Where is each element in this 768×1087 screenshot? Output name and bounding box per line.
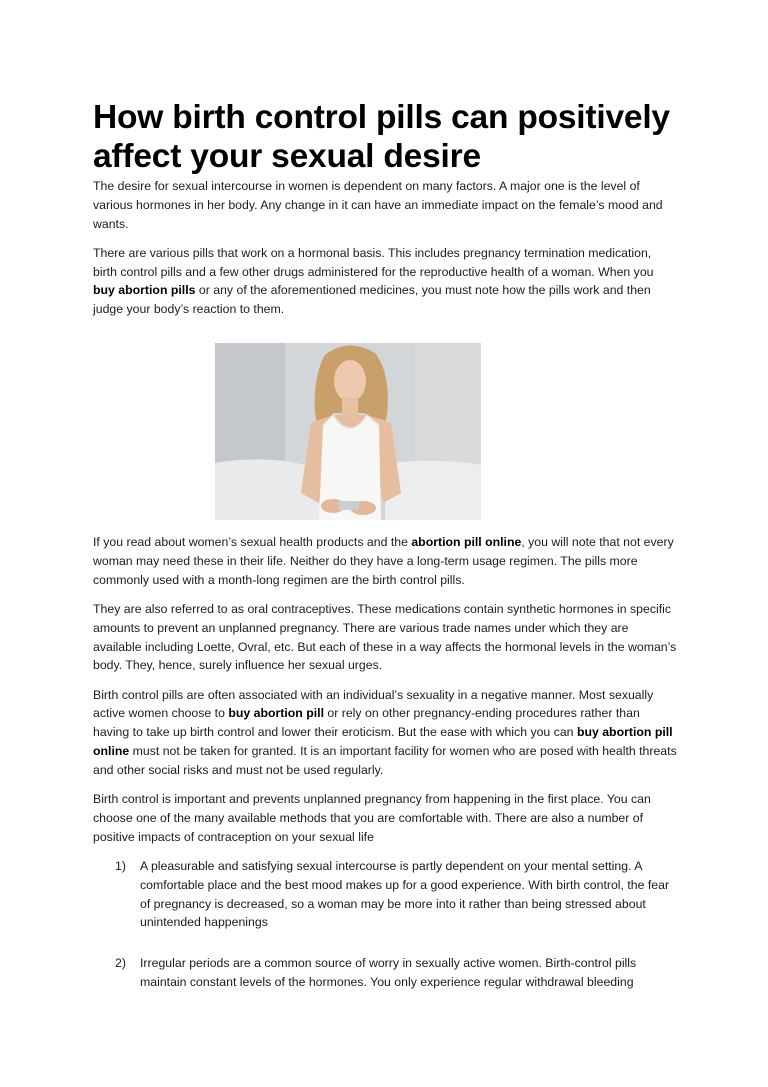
paragraph-text: If you read about women’s sexual health products and the — [93, 535, 412, 550]
paragraph-text: or any of the aforementioned medicines, you must note how the pills work and then judge your body’s reaction to them. — [93, 283, 651, 317]
paragraph-text: , you will note that not every woman may need these in their life. Neither do they have a long-term usage regimen. The pills more commonly used with a month-long regimen are the birth control pills. — [93, 535, 674, 587]
paragraph-hormonal-pills — [93, 244, 678, 319]
paragraph-birth-control-importance: Birth control is important and prevents unplanned pregnancy from happening in the first place. You can choose one of the many available methods that you are comfortable with. There are also a number of positive impacts of contraception on your sexual life — [93, 792, 651, 844]
list-text: Irregular periods are a common source of worry in sexually active women. Birth-control pills maintain constant levels of the hormones. You only experience regular withdrawal bleeding — [140, 956, 637, 990]
keyword-abortion-pill-online: abortion pill online — [411, 535, 522, 550]
paragraph-text: There are various pills that work on a hormonal basis. This includes pregnancy termination medication, birth control pills and a few other drugs administered for the reproductive health of a woman. When you — [93, 245, 654, 279]
list-number: 1) — [115, 859, 126, 874]
article-title: How birth control pills can positively affect your sexual desire — [93, 99, 670, 175]
paragraph-oral-contraceptives: They are also referred to as oral contraceptives. These medications contain synthetic hormones in specific amounts to prevent an unplanned pregnancy. There are various trade names under which they are available including Loette, Ovral, etc. But each of these in a way affects the hormonal levels in the woman’s body. They, hence, surely influence her sexual urges. — [93, 601, 677, 673]
list-number: 2) — [115, 956, 126, 971]
paragraph-sexuality — [93, 686, 678, 780]
paragraph-text: Birth control pills are often associated with an individual’s sexuality in a negative manner. Most sexually active women choose to — [93, 687, 654, 721]
paragraph-intro: The desire for sexual intercourse in women is dependent on many factors. A major one is the level of various hormones in her body. Any change in it can have an immediate impact on the female’s mood and wants. — [93, 179, 663, 231]
article-body — [93, 98, 678, 1014]
list-text: A pleasurable and satisfying sexual intercourse is partly dependent on your mental setting. A comfortable place and the best mood makes up for a good experience. With birth control, the fear of pregnancy is decreased, so a woman may be more into it rather than being stressed about unintended happenings — [140, 859, 670, 930]
keyword-buy-abortion-pill-online: buy abortion pill online — [93, 725, 673, 759]
list-item — [93, 857, 678, 932]
keyword-buy-abortion-pill: buy abortion pill — [228, 706, 324, 721]
benefits-list — [93, 857, 678, 992]
paragraph-text: must not be taken for granted. It is an important facility for women who are posed with health threats and other social risks and must not be used regularly. — [93, 744, 677, 777]
paragraph-health-products — [93, 533, 678, 589]
keyword-buy-abortion-pills: buy abortion pills — [93, 283, 196, 298]
paragraph-text: or rely on other pregnancy-ending procedures rather than having to take up birth control and lower their eroticism. But the ease with which you can — [93, 706, 640, 740]
woman-with-pills-photo — [215, 343, 481, 520]
list-item — [93, 954, 678, 992]
